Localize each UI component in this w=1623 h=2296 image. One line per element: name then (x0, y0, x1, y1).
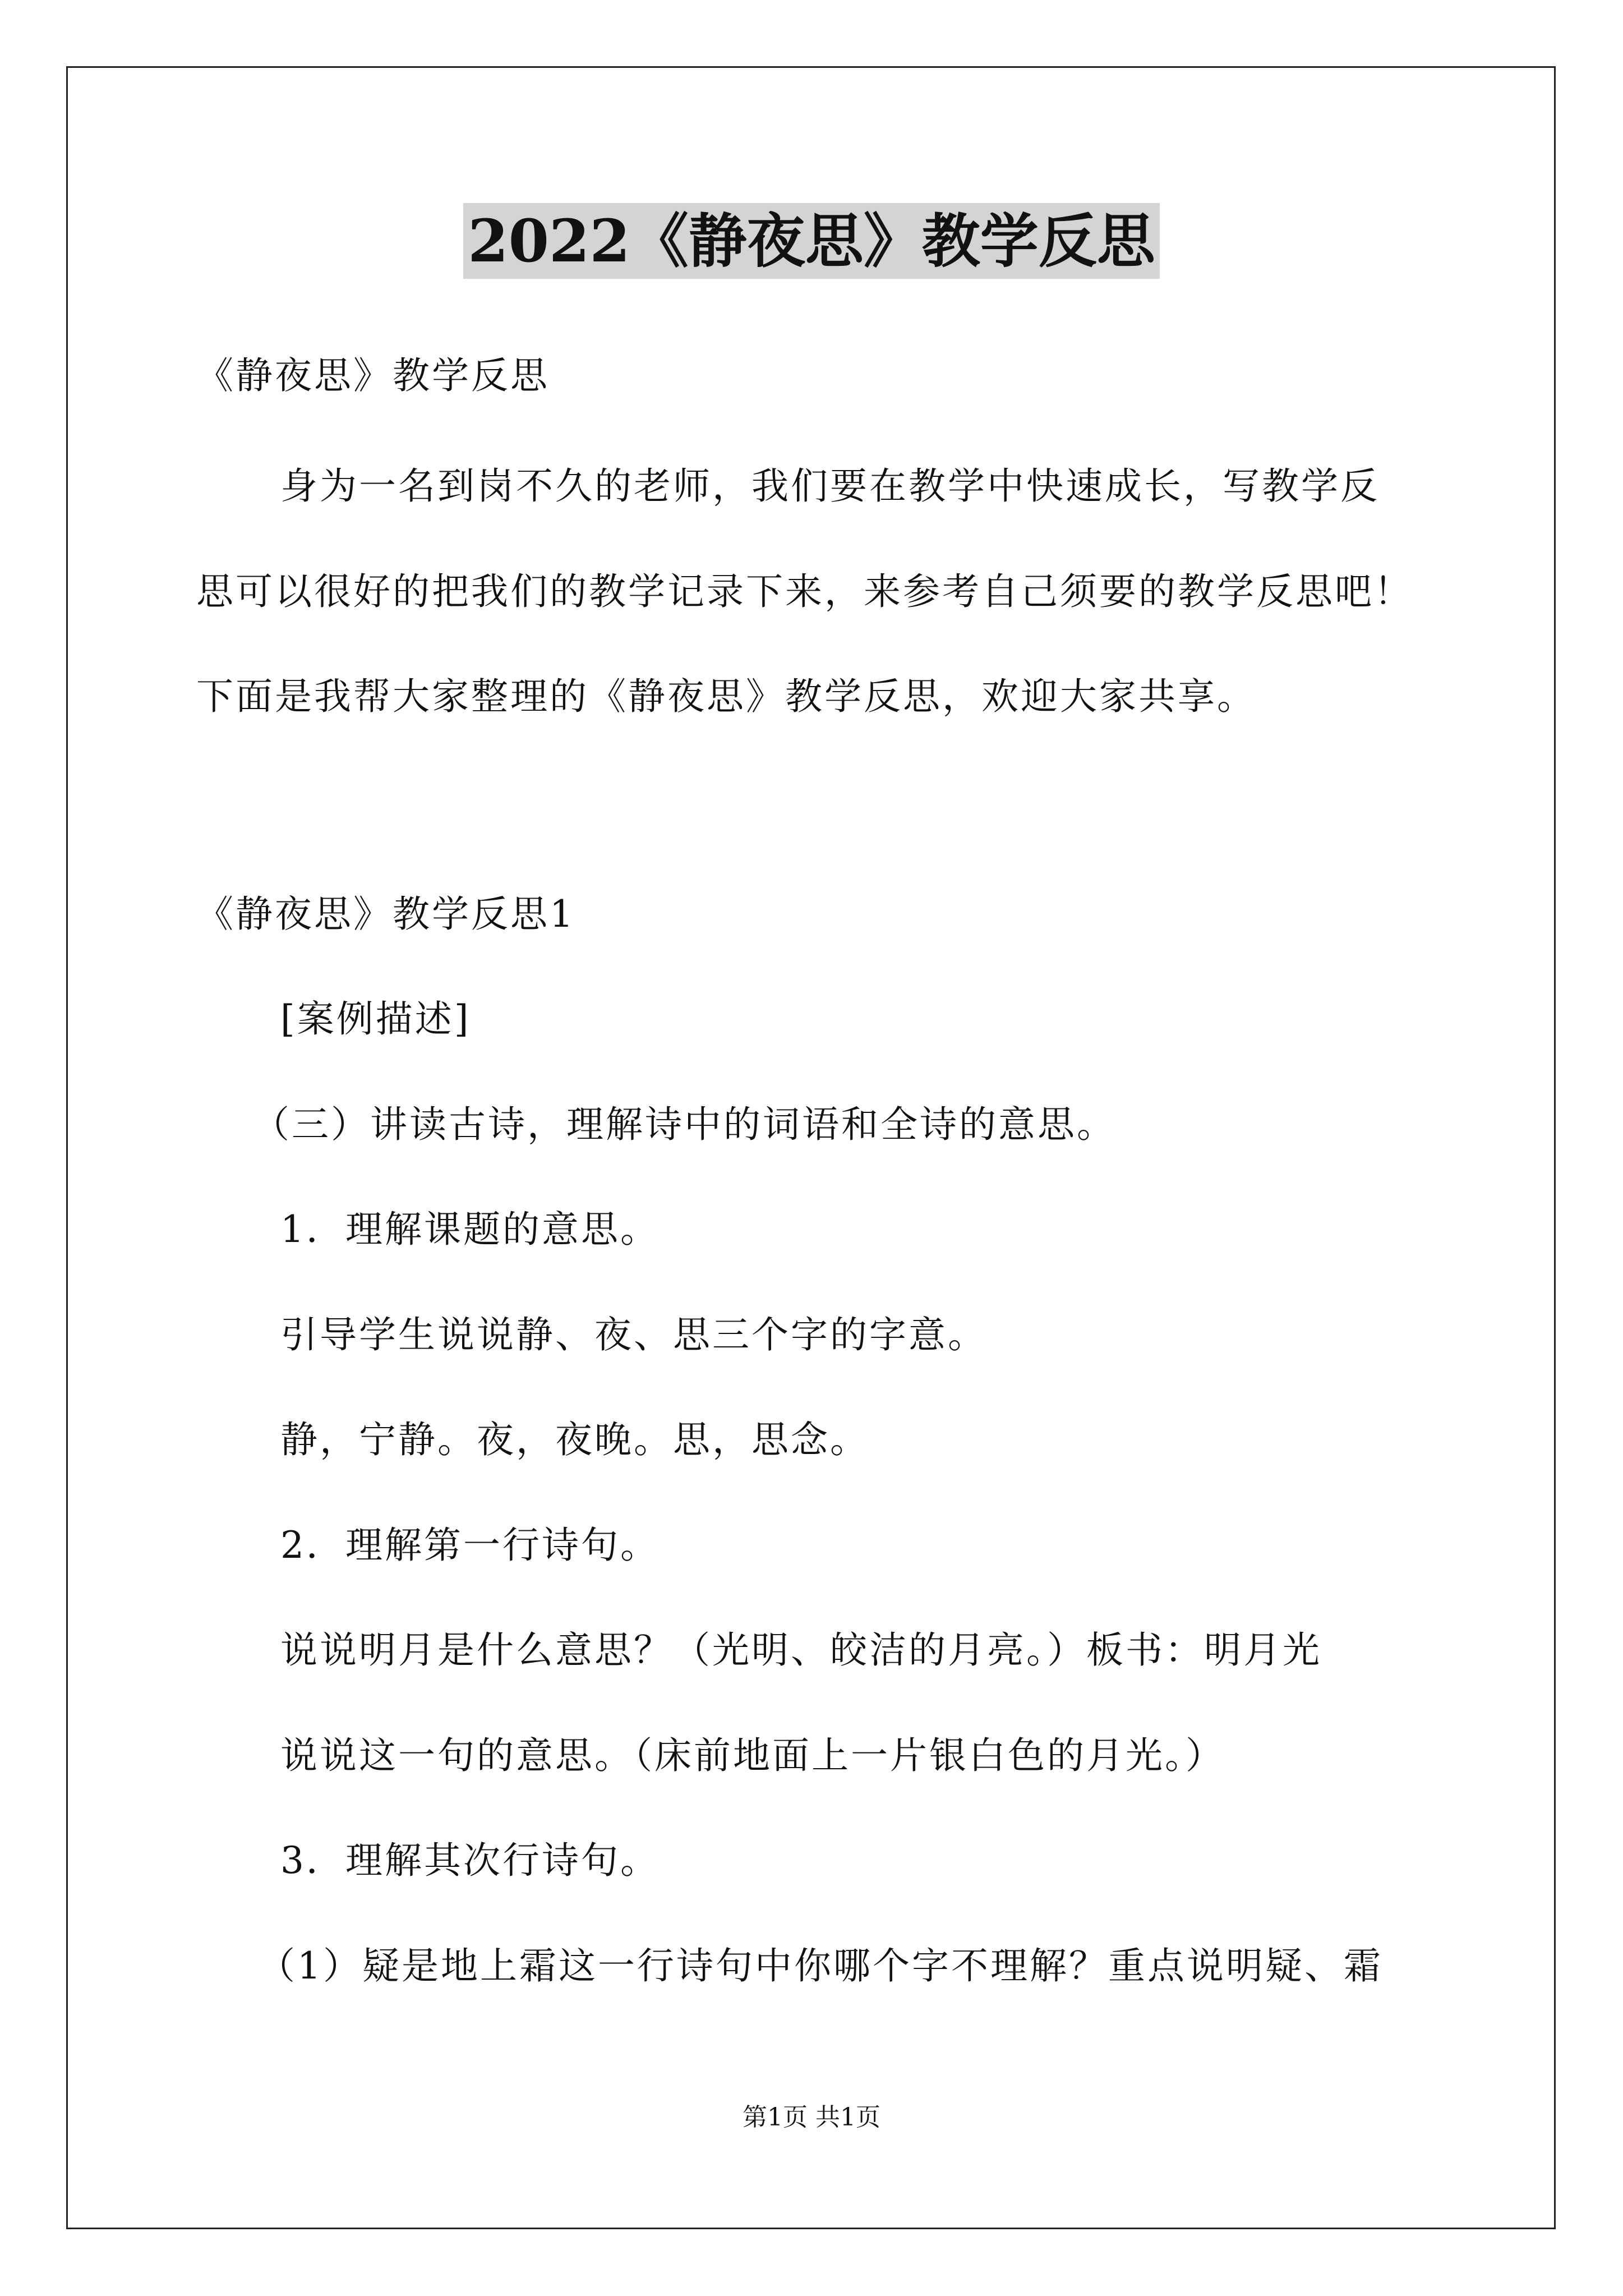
paragraph-item-3: 3．理解其次行诗句。 (280, 1839, 660, 1882)
subtitle: 《静夜思》教学反思 (196, 354, 550, 397)
section-heading: 《静夜思》教学反思1 (196, 892, 575, 936)
intro-line-1: 身为一名到岗不久的老师，我们要在教学中快速成长，写教学反 (280, 464, 1380, 508)
document-title (0, 202, 1623, 280)
paragraph-meanings: 静，宁静。夜，夜晚。思，思念。 (280, 1418, 869, 1461)
paragraph-line-meaning: 说说这一句的意思。（床前地面上一片银白色的月光。） (280, 1734, 1225, 1777)
intro-line-3: 下面是我帮大家整理的《静夜思》教学反思，欢迎大家共享。 (196, 675, 1256, 718)
page-number-footer: 第1页 共1页 (743, 2103, 880, 2132)
paragraph-step-three: （三）讲读古诗，理解诗中的词语和全诗的意思。 (252, 1103, 1116, 1146)
paragraph-guide: 引导学生说说静、夜、思三个字的字意。 (280, 1313, 987, 1356)
intro-line-2: 思可以很好的把我们的教学记录下来，来参考自己须要的教学反思吧！ (196, 570, 1413, 613)
paragraph-item-2: 2．理解第一行诗句。 (280, 1524, 660, 1567)
paragraph-item-1: 1．理解课题的意思。 (280, 1208, 660, 1251)
paragraph-bright-moon: 说说明月是什么意思？（光明、皎洁的月亮。）板书：明月光 (280, 1628, 1322, 1672)
document-title-text: 2022《静夜思》教学反思 (463, 203, 1159, 279)
paragraph-case-description: [案例描述] (280, 997, 471, 1041)
paragraph-sub-item-1: （1）疑是地上霜这一行诗句中你哪个字不理解？重点说明疑、霜 (258, 1944, 1383, 1987)
